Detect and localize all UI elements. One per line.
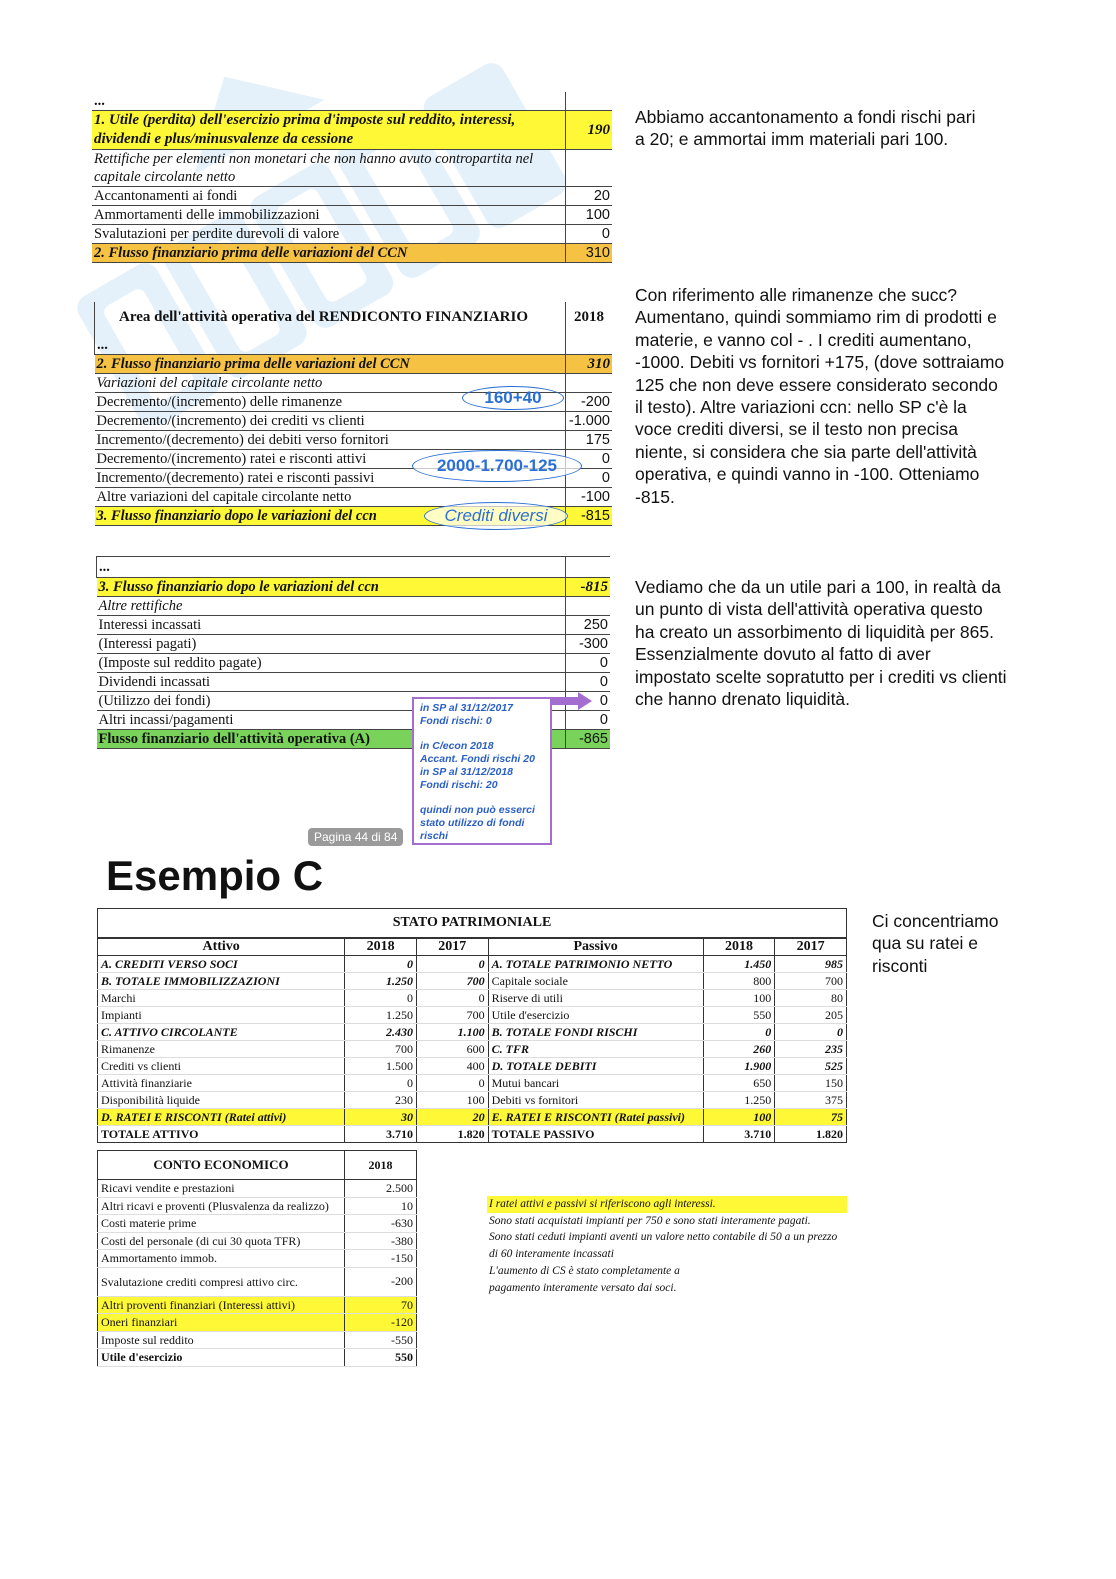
ce-row-label: Costi materie prime <box>98 1215 345 1233</box>
sp-cell: 800 <box>703 973 775 990</box>
sp-cell: 205 <box>775 1007 847 1024</box>
start-value: -815 <box>566 578 611 597</box>
note-variazioni-ccn: Con riferimento alle rimanenze che succ? Aumentano, quindi sommiamo rim di prodotti e materie, e vanno col - . I crediti aumentano, -1000. Debiti vs fornitori +175, (dove sottraiamo 125 che non deve essere considerato secondo il testo). Altre variazioni ccn: nello SP c'è la voce crediti diversi, se il testo non precisa niente, si considera che sia parte dell'attività operativa, e quindi vanno in -100. Otteniamo -815. <box>635 285 1005 507</box>
callout-line: quindi non può esserci <box>420 804 535 816</box>
sp-cell: C. TFR <box>488 1041 703 1058</box>
callout-line: Accant. Fondi rischi 20 <box>420 753 535 765</box>
start-label: 2. Flusso finanziario prima delle variazioni del CCN <box>95 355 566 374</box>
dots: ... <box>92 92 566 111</box>
table-row-value: 20 <box>566 187 613 206</box>
ce-row <box>98 1331 417 1349</box>
sp-cell: B. TOTALE IMMOBILIZZAZIONI <box>98 973 345 990</box>
table-row-value: -200 <box>566 393 613 412</box>
sp-body <box>98 956 847 1109</box>
ce-note: di 60 interamente incassati <box>489 1248 614 1261</box>
sp-cell: 600 <box>416 1041 488 1058</box>
sp-cell: 0 <box>775 1024 847 1041</box>
ce-note: Sono stati acquistati impianti per 750 e sono stati interamente pagati. <box>489 1214 811 1227</box>
ce-row-label: Costi del personale (di cui 30 quota TFR) <box>98 1232 345 1250</box>
table-year: 2018 <box>566 302 613 332</box>
sp-row <box>98 973 847 990</box>
ce-row-value: 2.500 <box>345 1180 417 1198</box>
sp-header-2018: 2018 <box>703 938 775 956</box>
sp-cell: Marchi <box>98 990 345 1007</box>
ce-row <box>98 1215 417 1233</box>
ce-row-value: -380 <box>345 1232 417 1250</box>
ce-note: I ratei attivi e passivi si riferiscono agli interessi. <box>487 1196 847 1213</box>
table-row-label: Ammortamenti delle immobilizzazioni <box>92 206 566 225</box>
sp-ratei-attivi-2017: 20 <box>416 1109 488 1126</box>
conto-economico-table <box>97 1150 417 1367</box>
ce-row-label: Svalutazione crediti compresi attivo circ. <box>98 1267 345 1296</box>
sp-cell: 700 <box>775 973 847 990</box>
ce-row <box>98 1197 417 1215</box>
ce-body <box>98 1180 417 1367</box>
ce-row-value: -200 <box>345 1267 417 1296</box>
utile-header-value: 190 <box>566 111 613 150</box>
ce-row-label: Imposte sul reddito <box>98 1331 345 1349</box>
sp-header-attivo: Attivo <box>98 938 345 956</box>
sp-cell: 700 <box>345 1041 417 1058</box>
sp-cell: Attività finanziarie <box>98 1075 345 1092</box>
sp-ratei-passivi-2018: 100 <box>703 1109 775 1126</box>
ce-row <box>98 1267 417 1296</box>
sp-cell: 230 <box>345 1092 417 1109</box>
ce-row-label: Oneri finanziari <box>98 1314 345 1332</box>
annotation-text: 160+40 <box>484 388 542 407</box>
fondi-callout <box>412 697 552 845</box>
table-row-value: 250 <box>566 616 611 635</box>
sp-cell: Mutui bancari <box>488 1075 703 1092</box>
callout-line: rischi <box>420 830 449 842</box>
ce-row-label: Altri proventi finanziari (Interessi attivi) <box>98 1296 345 1314</box>
sp-cell: 260 <box>703 1041 775 1058</box>
table-row-label: Decremento/(incremento) ratei e risconti attivi <box>95 450 566 469</box>
sp-row <box>98 956 847 973</box>
ce-row-value: -150 <box>345 1250 417 1268</box>
cash-flow-table-2-wrapper <box>94 302 612 526</box>
sp-cell: A. CREDITI VERSO SOCI <box>98 956 345 973</box>
table-row-value: 0 <box>566 654 611 673</box>
table-row-value: 0 <box>566 692 611 711</box>
annotation-text: Crediti diversi <box>444 506 548 525</box>
sp-cell: 550 <box>703 1007 775 1024</box>
ce-row <box>98 1250 417 1268</box>
sp-row <box>98 1024 847 1041</box>
sp-cell: 235 <box>775 1041 847 1058</box>
ce-row-label: Utile d'esercizio <box>98 1349 345 1367</box>
note-liquidita: Vediamo che da un utile pari a 100, in realtà da un punto di vista dell'attività operativa questo ha creato un assorbimento di liquidità per 865. Essenzialmente dovuto al fatto di aver impostato scelte sopratutto per i crediti vs clienti che hanno drenato liquidità. <box>635 577 1007 710</box>
stato-patrimoniale-table <box>97 908 847 1143</box>
table-title: Area dell'attività operativa del RENDICONTO FINANZIARIO <box>95 302 566 332</box>
start-label: 3. Flusso finanziario dopo le variazioni del ccn <box>97 578 566 597</box>
sp-cell: 1.450 <box>703 956 775 973</box>
ce-note: pagamento interamente versato dai soci. <box>489 1281 677 1294</box>
ce-note: L'aumento di CS è stato completamente a <box>489 1264 680 1277</box>
sp-cell: 400 <box>416 1058 488 1075</box>
table-row-label: Svalutazioni per perdite durevoli di valore <box>92 225 566 244</box>
sp-header-2018: 2018 <box>345 938 417 956</box>
annotation-bubble-rimanenze <box>462 386 564 410</box>
sp-cell: Utile d'esercizio <box>488 1007 703 1024</box>
ce-row-label: Ricavi vendite e prestazioni <box>98 1180 345 1198</box>
ce-row <box>98 1232 417 1250</box>
sp-cell: Debiti vs fornitori <box>488 1092 703 1109</box>
table-row-label: (Interessi pagati) <box>97 635 566 654</box>
sp-cell: 1.100 <box>416 1024 488 1041</box>
sp-cell: 700 <box>416 1007 488 1024</box>
sp-cell: 1.250 <box>703 1092 775 1109</box>
sp-totale-attivo: TOTALE ATTIVO <box>98 1126 345 1143</box>
ce-row <box>98 1180 417 1198</box>
sp-cell: 1.900 <box>703 1058 775 1075</box>
ce-row-label: Altri ricavi e proventi (Plusvalenza da realizzo) <box>98 1197 345 1215</box>
start-value: 310 <box>566 355 613 374</box>
sp-cell: 1.250 <box>345 1007 417 1024</box>
callout-line: in C/econ 2018 <box>420 740 494 752</box>
ce-row-value: 10 <box>345 1197 417 1215</box>
callout-line: in SP al 31/12/2018 <box>420 766 514 778</box>
sp-totale-passivo-2018: 3.710 <box>703 1126 775 1143</box>
sp-cell: C. ATTIVO CIRCOLANTE <box>98 1024 345 1041</box>
total-label: Flusso finanziario dell'attività operativa (A) <box>97 730 566 749</box>
table-row-label: Altre variazioni del capitale circolante netto <box>95 488 566 507</box>
sp-row <box>98 1007 847 1024</box>
callout-line: Fondi rischi: 20 <box>420 779 498 791</box>
ce-row-value: -550 <box>345 1331 417 1349</box>
table-row-value: 0 <box>566 225 613 244</box>
table-row-value: -1.000 <box>566 412 613 431</box>
table-row-value: 175 <box>566 431 613 450</box>
sp-totale-passivo-2017: 1.820 <box>775 1126 847 1143</box>
ce-row <box>98 1314 417 1332</box>
ce-title: CONTO ECONOMICO <box>98 1151 345 1180</box>
table-row-label: Decremento/(incremento) delle rimanenze <box>95 393 566 412</box>
arrow-right-icon <box>552 692 592 710</box>
ce-year: 2018 <box>345 1151 417 1180</box>
altre-rettifiche-subheader: Altre rettifiche <box>97 597 566 616</box>
note-ratei-risconti: Ci concentriamo qua su ratei e risconti <box>872 911 999 976</box>
sp-cell: Capitale sociale <box>488 973 703 990</box>
sp-cell: Rimanenze <box>98 1041 345 1058</box>
callout-line: in SP al 31/12/2017 <box>420 702 514 714</box>
annotation-bubble-crediti <box>412 450 582 482</box>
sp-row <box>98 1075 847 1092</box>
sp-cell: 1.250 <box>345 973 417 990</box>
callout-line: stato utilizzo di fondi <box>420 817 525 829</box>
table-row-value: 0 <box>566 469 613 488</box>
total-label: 3. Flusso finanziario dopo le variazioni del ccn <box>95 507 566 526</box>
sp-row <box>98 1041 847 1058</box>
dots: ... <box>95 332 566 355</box>
table-row-value: 0 <box>566 450 613 469</box>
sp-cell: 1.500 <box>345 1058 417 1075</box>
section-title: Esempio C <box>106 852 324 899</box>
table-row-label: Dividendi incassati <box>97 673 566 692</box>
sp-cell: 0 <box>416 990 488 1007</box>
sp-cell: 0 <box>416 956 488 973</box>
sp-cell: 0 <box>703 1024 775 1041</box>
annotation-bubble-crediti-diversi <box>424 502 568 530</box>
sp-cell: 100 <box>703 990 775 1007</box>
sp-cell: Impianti <box>98 1007 345 1024</box>
sp-cell: 650 <box>703 1075 775 1092</box>
sp-header-passivo: Passivo <box>488 938 703 956</box>
table-row-label: Incremento/(decremento) ratei e risconti passivi <box>95 469 566 488</box>
sp-cell: 525 <box>775 1058 847 1075</box>
sp-cell: A. TOTALE PATRIMONIO NETTO <box>488 956 703 973</box>
ce-row <box>98 1349 417 1367</box>
sp-cell: 100 <box>416 1092 488 1109</box>
total-value: -865 <box>566 730 611 749</box>
page-badge: Pagina 44 di 84 <box>308 828 403 846</box>
sp-cell: 0 <box>345 956 417 973</box>
ce-note: Sono stati ceduti impianti aventi un valore netto contabile di 50 a un prezzo <box>489 1231 838 1244</box>
sp-totale-passivo: TOTALE PASSIVO <box>488 1126 703 1143</box>
sp-cell: 0 <box>345 1075 417 1092</box>
sp-title: STATO PATRIMONIALE <box>98 909 847 939</box>
table-row-label: Accantonamenti ai fondi <box>92 187 566 206</box>
sp-cell: 375 <box>775 1092 847 1109</box>
callout-line: Fondi rischi: 0 <box>420 715 492 727</box>
table-row-label: Altri incassi/pagamenti <box>97 711 566 730</box>
rettifiche-subheader: Rettifiche per elementi non monetari che non hanno avuto contropartita nel capitale circolante netto <box>92 150 566 187</box>
table-row-value: 100 <box>566 206 613 225</box>
ce-row-label: Ammortamento immob. <box>98 1250 345 1268</box>
sp-header-2017: 2017 <box>775 938 847 956</box>
ce-row-value: 550 <box>345 1349 417 1367</box>
cash-flow-table-1 <box>92 92 612 263</box>
table-row-value: 0 <box>566 673 611 692</box>
sp-header-2017: 2017 <box>416 938 488 956</box>
sp-ratei-attivi: D. RATEI E RISCONTI (Ratei attivi) <box>98 1109 345 1126</box>
sp-cell: 700 <box>416 973 488 990</box>
table-row-value: -100 <box>566 488 613 507</box>
ce-row <box>98 1296 417 1314</box>
sp-cell: 2.430 <box>345 1024 417 1041</box>
sp-row <box>98 990 847 1007</box>
cash-flow-table-2 <box>94 302 612 526</box>
table-row-label: (Utilizzo dei fondi) <box>97 692 566 711</box>
annotation-text: 2000-1.700-125 <box>436 456 558 475</box>
table-row-label: Incremento/(decremento) dei debiti verso fornitori <box>95 431 566 450</box>
sp-row <box>98 1058 847 1075</box>
sp-cell: 150 <box>775 1075 847 1092</box>
total-label: 2. Flusso finanziario prima delle variazioni del CCN <box>92 244 566 263</box>
sp-ratei-attivi-2018: 30 <box>345 1109 417 1126</box>
total-value: 310 <box>566 244 613 263</box>
ce-row-value: 70 <box>345 1296 417 1314</box>
total-value: -815 <box>566 507 613 526</box>
sp-cell: 0 <box>345 990 417 1007</box>
sp-totale-attivo-2017: 1.820 <box>416 1126 488 1143</box>
table-row-value: 0 <box>566 711 611 730</box>
sp-totale-attivo-2018: 3.710 <box>345 1126 417 1143</box>
utile-header-label: 1. Utile (perdita) dell'esercizio prima d'imposte sul reddito, interessi, dividendi e plus/minusvalenze da cessione <box>92 111 566 150</box>
sp-ratei-passivi-2017: 75 <box>775 1109 847 1126</box>
sp-cell: D. TOTALE DEBITI <box>488 1058 703 1075</box>
sp-cell: Disponibilità liquide <box>98 1092 345 1109</box>
note-accantonamenti: Abbiamo accantonamento a fondi rischi pari a 20; e ammortai imm materiali pari 100. <box>635 107 976 150</box>
sp-cell: Crediti vs clienti <box>98 1058 345 1075</box>
table-row-label: Interessi incassati <box>97 616 566 635</box>
sp-cell: 80 <box>775 990 847 1007</box>
table-row-value: -300 <box>566 635 611 654</box>
ce-row-value: -630 <box>345 1215 417 1233</box>
table-row-label: (Imposte sul reddito pagate) <box>97 654 566 673</box>
sp-cell: B. TOTALE FONDI RISCHI <box>488 1024 703 1041</box>
sp-ratei-passivi: E. RATEI E RISCONTI (Ratei passivi) <box>488 1109 703 1126</box>
sp-cell: 985 <box>775 956 847 973</box>
sp-row <box>98 1092 847 1109</box>
ccn-subheader: Variazioni del capitale circolante netto <box>95 374 566 393</box>
ce-row-value: -120 <box>345 1314 417 1332</box>
dots: ... <box>97 557 566 578</box>
sp-cell: 0 <box>416 1075 488 1092</box>
ce-notes <box>487 1196 847 1296</box>
sp-cell: Riserve di utili <box>488 990 703 1007</box>
table-row-label: Decremento/(incremento) dei crediti vs clienti <box>95 412 566 431</box>
